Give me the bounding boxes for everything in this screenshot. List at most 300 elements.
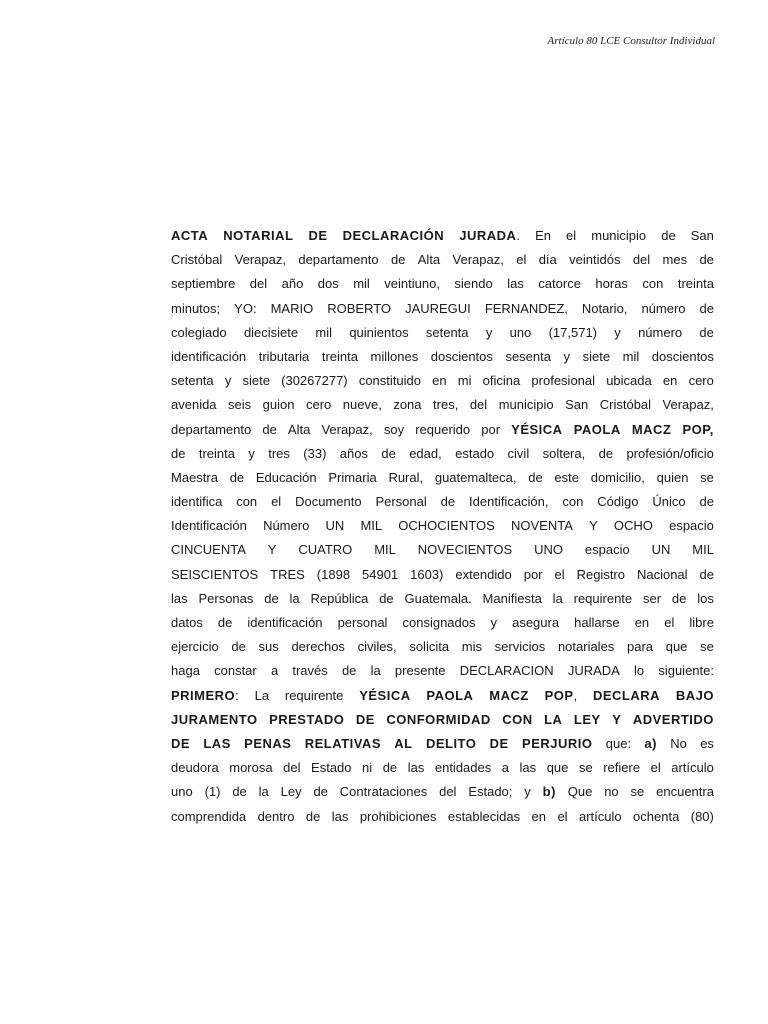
bold-word: CONFORMIDAD (386, 711, 491, 727)
word: guion (262, 397, 295, 413)
word: soy (383, 421, 405, 437)
word: ochenta (633, 808, 680, 824)
word: setenta (425, 324, 469, 340)
text-line (171, 393, 714, 417)
word: de (217, 615, 233, 630)
word: Verapaz, (452, 252, 504, 268)
bold-word: PERJURIO (522, 735, 593, 751)
word: número (638, 324, 683, 340)
bold-word: DECLARA (592, 687, 661, 703)
word: de (699, 300, 714, 316)
word: dos (317, 276, 339, 292)
word: colegiado (171, 324, 227, 340)
word: sesenta (505, 348, 551, 364)
bold-word: JURAMENTO (171, 711, 258, 727)
word: se (630, 784, 645, 800)
word: a (270, 663, 279, 679)
text-line (171, 514, 714, 538)
word: espacio (669, 518, 714, 534)
bold-word: AL (394, 735, 413, 751)
word: las (171, 590, 188, 606)
word: profesional (531, 373, 596, 389)
word: oficina (482, 373, 521, 389)
bold-word: CON (502, 711, 533, 727)
word: no (604, 784, 619, 800)
word: constar (214, 663, 257, 679)
word: de (699, 566, 714, 582)
word: encuentra (656, 784, 714, 800)
word: catorce (538, 276, 581, 292)
bold-word: DECLARACIÓN (342, 228, 445, 243)
bold-word: JURADA. (459, 228, 521, 243)
bold-word: b) (542, 784, 556, 800)
word: extendido (455, 566, 512, 582)
word: de (440, 494, 456, 510)
word: San (565, 397, 589, 413)
word: las (407, 760, 425, 776)
word: siendo (454, 276, 493, 292)
word: República (310, 590, 369, 606)
word: minutos; (171, 300, 221, 316)
word: Contrataciones (339, 784, 428, 800)
word: La (254, 687, 270, 703)
word: UN (651, 542, 671, 558)
text-line (171, 684, 714, 708)
word: que (665, 639, 688, 655)
word: doscientos (651, 348, 714, 364)
word: departamento (171, 421, 252, 437)
word: año (281, 276, 304, 292)
bold-word: MACZ (489, 687, 529, 703)
word: artículo (578, 808, 622, 824)
bold-word: PRESTADO (269, 711, 345, 727)
word: constituido (358, 373, 421, 389)
word: de (528, 469, 543, 485)
word: y (524, 784, 531, 800)
bold-word: PAOLA (426, 687, 474, 703)
word: Nacional (636, 566, 688, 582)
word: de (699, 494, 714, 510)
text-line (171, 659, 714, 683)
word: MIL (692, 542, 714, 558)
word: Verapaz, (662, 397, 714, 413)
word: servicios (494, 639, 546, 655)
word: mil (353, 276, 370, 292)
word: y (248, 445, 255, 461)
word: refiere (603, 760, 641, 776)
word: Estado (311, 760, 352, 776)
word: FERNANDEZ, (484, 300, 568, 316)
word: uno (171, 784, 193, 800)
word: OCHO (613, 518, 653, 534)
word: siete (242, 373, 270, 389)
word: número (641, 300, 686, 316)
text-line (171, 563, 714, 587)
bold-word: DE (171, 735, 191, 751)
word: derechos (291, 639, 345, 655)
word: comprendida (171, 808, 247, 824)
word: artículo (671, 760, 714, 776)
word: SEISCIENTOS (171, 566, 259, 582)
word: Alta (417, 252, 441, 268)
word: de (231, 639, 246, 655)
bold-word: MACZ (631, 421, 672, 437)
bold-word: DE (355, 711, 375, 727)
bold-word: LAS (203, 735, 231, 751)
word: veintiuno, (384, 276, 440, 292)
text-line (171, 466, 714, 490)
word: ejercicio (171, 639, 219, 655)
text-line (171, 297, 714, 321)
word: 1603) (410, 566, 444, 582)
word: MIL (360, 518, 383, 534)
word: civiles, (357, 639, 397, 655)
word: diecisiete (243, 324, 299, 340)
word: el (271, 494, 282, 510)
word: requirente (573, 590, 633, 606)
word: en (432, 373, 447, 389)
word: tres, (433, 397, 459, 413)
word: Verapaz, (234, 252, 286, 268)
word: nueve, (342, 397, 382, 413)
word: siete (582, 348, 611, 364)
word: doscientos (430, 348, 493, 364)
word: requirente (284, 687, 344, 703)
word: setenta (171, 373, 214, 389)
word: Cristóbal (599, 397, 652, 413)
word: las (507, 276, 524, 292)
bold-word: DELITO (425, 735, 477, 751)
word: del (632, 252, 651, 268)
word: de (379, 590, 394, 606)
text-line (171, 708, 714, 732)
word: treinta (677, 276, 714, 292)
word: y (490, 615, 498, 630)
word: de (598, 445, 614, 461)
word: Rural, (388, 469, 424, 485)
word: y (485, 324, 493, 340)
word: (1) (204, 784, 221, 800)
word: día (538, 252, 557, 268)
word: NOVENTA (511, 518, 573, 534)
word: Cristóbal (171, 252, 223, 268)
word: datos (171, 615, 203, 630)
bold-word: YÉSICA (511, 421, 563, 437)
word: Alta (287, 421, 311, 437)
word: cero (688, 373, 714, 389)
word: Número (263, 518, 310, 534)
word: y (224, 373, 232, 389)
word: de (171, 445, 186, 461)
text-line (171, 321, 714, 345)
word: de (661, 228, 676, 243)
word: identificación (247, 615, 323, 630)
word: Identificación, (469, 494, 549, 510)
word: No (670, 735, 687, 751)
word: se (700, 469, 714, 485)
word: mil (622, 348, 640, 364)
word: zona (393, 397, 422, 413)
bold-word: LEY (573, 711, 601, 727)
text-line (171, 805, 714, 829)
word: Guatemala. (404, 590, 472, 606)
word: del (283, 760, 301, 776)
word: libre (689, 615, 714, 630)
word: y (563, 348, 571, 364)
word: identificación (171, 348, 247, 364)
word: personal (337, 615, 388, 630)
word: UNO (534, 542, 563, 558)
word: mis (461, 639, 482, 655)
word: de (264, 590, 279, 606)
word: con (642, 276, 664, 292)
word: DECLARACION (459, 663, 554, 679)
word: del (249, 276, 268, 292)
word: profesión/oficio (626, 445, 714, 461)
word: las (519, 760, 537, 776)
word: y (614, 324, 621, 340)
bold-word: PAOLA (573, 421, 621, 437)
word: hallarse (574, 615, 620, 630)
word: soltera, (542, 445, 586, 461)
word: las (331, 808, 349, 824)
word: ubicada (606, 373, 652, 389)
text-line (171, 490, 714, 514)
word: domicilio, (590, 469, 645, 485)
word: con (562, 494, 584, 510)
word: de (262, 421, 277, 437)
word: ROBERTO (327, 300, 392, 316)
word: Primaria (328, 469, 377, 485)
word: establecidas (447, 808, 521, 824)
word: deudora (171, 760, 219, 776)
text-line (171, 587, 714, 611)
word: es (700, 735, 714, 751)
word: YO: (234, 300, 257, 316)
word: haga (171, 663, 200, 679)
word: NOVECIENTOS (417, 542, 513, 558)
word: avenida (171, 397, 217, 413)
word: consignados (402, 615, 476, 630)
document-header-note: Artículo 80 LCE Consultor Individual (547, 35, 715, 47)
word: (30267277) (281, 373, 348, 389)
bold-word: POP, (544, 687, 578, 703)
word: veintidós (569, 252, 621, 268)
word: asegura (512, 615, 560, 630)
word: morosa (229, 760, 273, 776)
word: presente (394, 663, 446, 679)
word: Único (652, 494, 686, 510)
word: del (469, 397, 488, 413)
bold-word: NOTARIAL (223, 228, 294, 243)
text-line (171, 635, 714, 659)
word: mi (457, 373, 472, 389)
word: el (664, 615, 675, 630)
text-line (171, 272, 714, 296)
word: (80) (690, 808, 714, 824)
word: que: (605, 735, 632, 751)
bold-word: DE (308, 228, 328, 243)
word: ser (643, 590, 662, 606)
declaration-body (171, 224, 714, 829)
word: con (236, 494, 258, 510)
word: en (634, 615, 650, 630)
text-line (171, 224, 714, 248)
word: la (289, 590, 300, 606)
word: Documento (295, 494, 362, 510)
word: mes (662, 252, 688, 268)
word: (1898 (316, 566, 351, 582)
word: estado (455, 445, 495, 461)
bold-word: PENAS (244, 735, 292, 751)
word: del (439, 784, 457, 800)
word: treinta (321, 348, 358, 364)
word: prohibiciones (359, 808, 437, 824)
bold-word: ACTA (171, 228, 209, 243)
bold-word: Y (612, 711, 622, 727)
word: que (546, 760, 569, 776)
text-line (171, 248, 714, 272)
word: el (516, 252, 527, 268)
word: horas (595, 276, 628, 292)
word: guatemalteca, (434, 469, 517, 485)
word: sus (258, 639, 279, 655)
bold-word: YÉSICA (359, 687, 411, 703)
word: Y (589, 518, 598, 534)
word: millones (370, 348, 419, 364)
word: municipio (591, 228, 647, 243)
word: entidades (434, 760, 492, 776)
bold-word: POP, (682, 421, 714, 437)
word: en (531, 808, 547, 824)
word: Registro (576, 566, 625, 582)
word: mil (315, 324, 333, 340)
word: espacio (584, 542, 630, 558)
word: la (552, 590, 563, 606)
word: solicita (409, 639, 450, 655)
word: de (699, 252, 714, 268)
word: este (554, 469, 579, 485)
word: Educación (255, 469, 317, 485)
word: civil (507, 445, 530, 461)
word: OCHOCIENTOS (398, 518, 495, 534)
word: Maestra (171, 469, 218, 485)
word: de (229, 469, 245, 485)
word: el (650, 760, 661, 776)
word: departamento (298, 252, 379, 268)
word: JURADA (567, 663, 620, 679)
bold-word: BAJO (675, 687, 714, 703)
bold-word: ADVERTIDO (632, 711, 714, 727)
word: siguiente: (658, 663, 714, 679)
word: de (699, 324, 714, 340)
word: UN (325, 518, 345, 534)
word: cero (305, 397, 332, 413)
word: en (662, 373, 678, 389)
text-line (171, 538, 714, 562)
text-line (171, 732, 714, 756)
word: de (382, 760, 398, 776)
word: San (690, 228, 714, 243)
text-line (171, 442, 714, 466)
word: Verapaz, (321, 421, 373, 437)
word: Identificación (171, 518, 247, 534)
word: seis (228, 397, 252, 413)
word: de (671, 590, 687, 606)
word: municipio (498, 397, 554, 413)
word: para (627, 639, 654, 655)
bold-word: PRIMERO: (171, 687, 239, 703)
word: de (381, 445, 396, 461)
text-line (171, 611, 714, 635)
word: Ley (280, 784, 302, 800)
text-line (171, 418, 714, 442)
word: por (523, 566, 543, 582)
word: tres (268, 445, 290, 461)
word: JAUREGUI (405, 300, 471, 316)
word: quien (656, 469, 689, 485)
word: quinientos (349, 324, 409, 340)
word: edad, (409, 445, 442, 461)
bold-word: a) (644, 735, 657, 751)
word: de (341, 663, 357, 679)
word: Manifiesta (482, 590, 542, 606)
word: la (370, 663, 381, 679)
word: por (481, 421, 501, 437)
bold-word: DE (489, 735, 509, 751)
text-line (171, 756, 714, 780)
word: MIL (374, 542, 396, 558)
word: En (535, 228, 551, 243)
word: TRES (270, 566, 305, 582)
word: requerido (415, 421, 471, 437)
word: ni (362, 760, 373, 776)
word: de (390, 252, 406, 268)
word: Estado; (468, 784, 513, 800)
word: CUATRO (298, 542, 353, 558)
word: el (554, 566, 565, 582)
word: septiembre (171, 276, 236, 292)
bold-word: RELATIVAS (304, 735, 381, 751)
word: tributaria (258, 348, 310, 364)
bold-word: LA (544, 711, 563, 727)
word: Personas (198, 590, 254, 606)
word: se (578, 760, 593, 776)
word: 54901 (362, 566, 399, 582)
text-line (171, 345, 714, 369)
text-line (171, 780, 714, 804)
word: treinta (198, 445, 235, 461)
word: notariales (557, 639, 615, 655)
word: años (339, 445, 368, 461)
text-line (171, 369, 714, 393)
word: CINCUENTA (171, 542, 246, 558)
word: Notario, (581, 300, 628, 316)
word: identifica (171, 494, 223, 510)
word: dentro (257, 808, 295, 824)
word: MARIO (270, 300, 314, 316)
word: de (313, 784, 328, 800)
word: de (232, 784, 247, 800)
word: (17,571) (548, 324, 597, 340)
word: la (258, 784, 269, 800)
word: Y (267, 542, 277, 558)
word: el (566, 228, 577, 243)
word: los (697, 590, 714, 606)
word: (33) (303, 445, 327, 461)
word: el (557, 808, 568, 824)
word: a (501, 760, 510, 776)
